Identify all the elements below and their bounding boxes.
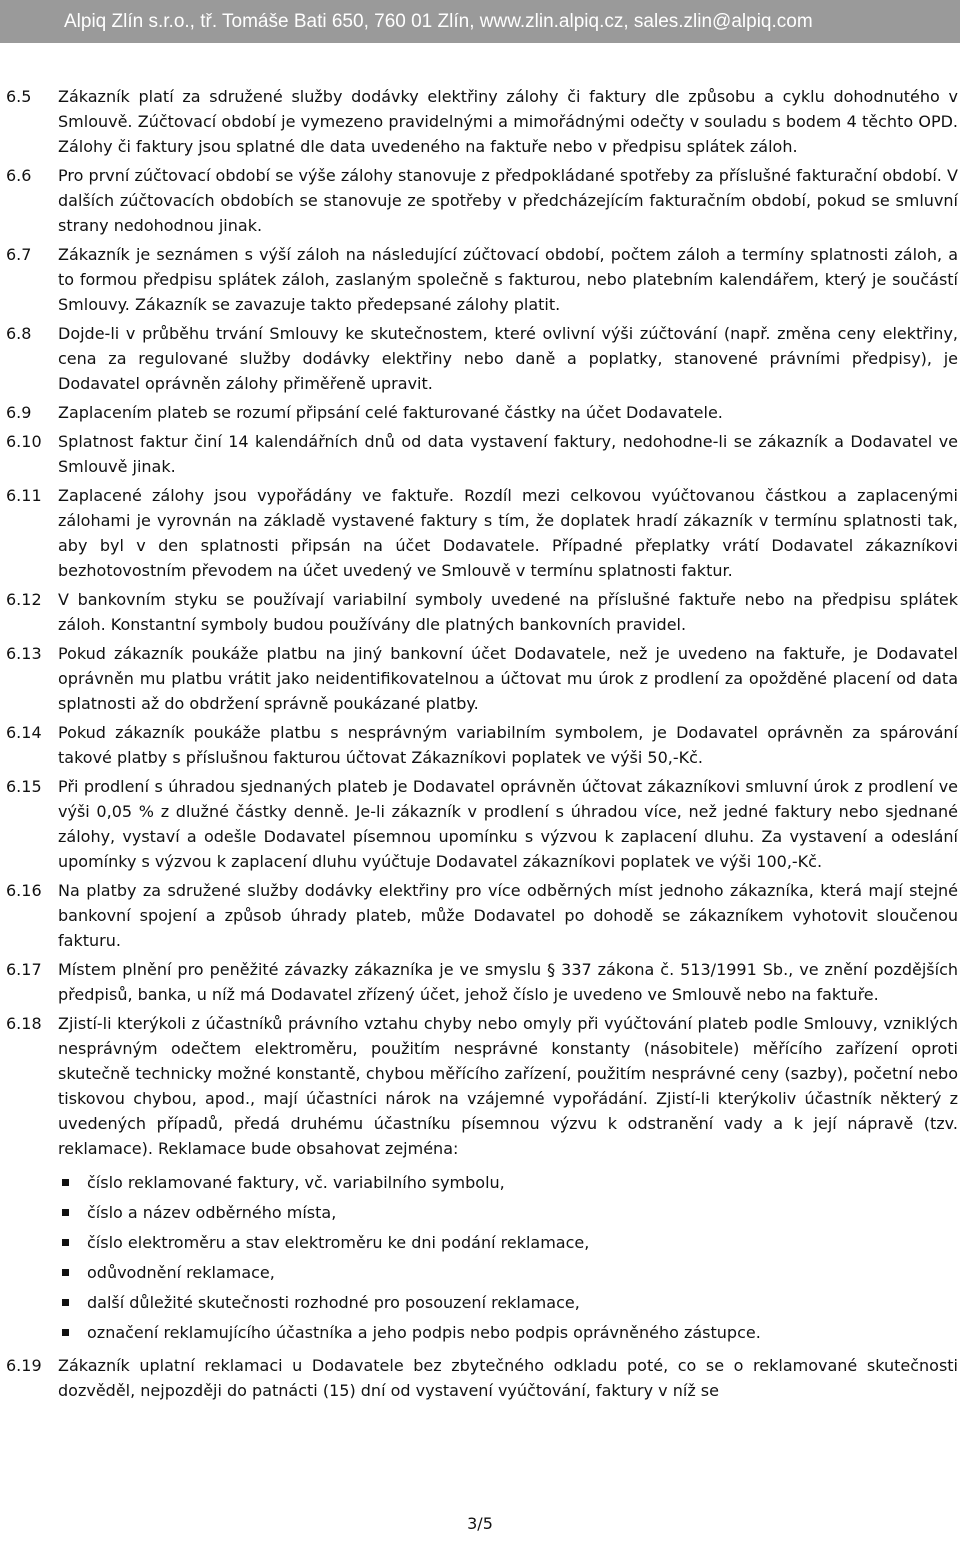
section-text: Pro první zúčtovací období se výše zálohy stanovuje z předpokládané spotřeby za příslušné fakturační období. V dalších zúčtovacích obdobích se stanovuje ze spotřeby v předcházejícím fakturačním období, pokud se smluvní strany nedohodnou jinak. bbox=[58, 166, 958, 235]
section-number: 6.14 bbox=[6, 723, 42, 742]
list-item bbox=[58, 1227, 958, 1257]
square-bullet-icon bbox=[62, 1179, 69, 1186]
section-number: 6.19 bbox=[6, 1356, 42, 1375]
section-6-7 bbox=[6, 242, 958, 317]
section-body bbox=[58, 1011, 958, 1349]
list-item bbox=[58, 1287, 958, 1317]
section-number: 6.16 bbox=[6, 881, 42, 900]
list-item-text: odůvodnění reklamace, bbox=[87, 1262, 275, 1282]
list-item-text: číslo reklamované faktury, vč. variabilního symbolu, bbox=[87, 1172, 505, 1192]
section-6-8 bbox=[6, 321, 958, 396]
square-bullet-icon bbox=[62, 1239, 69, 1246]
section-text: Při prodlení s úhradou sjednaných plateb je Dodavatel oprávněn účtovat zákazníkovi smluvní úrok z prodlení ve výši 0,05 % z dlužné částky denně. Je-li zákazník v prodlení s úhradou více, než jedné faktury nebo sjednané zálohy, vystaví a odešle Dodavatel písemnou upomínku s výzvou k zaplacení dluhu. Za vystavení a odeslání upomínky s výzvou k zaplacení dluhu vyúčtuje Dodavatel zákazníkovi poplatek ve výši 100,-Kč. bbox=[58, 777, 958, 871]
section-6-12 bbox=[6, 587, 958, 637]
square-bullet-icon bbox=[62, 1209, 69, 1216]
section-number: 6.15 bbox=[6, 777, 42, 796]
section-number: 6.6 bbox=[6, 166, 32, 185]
section-6-16 bbox=[6, 878, 958, 953]
section-text: Pokud zákazník poukáže platbu s nesprávným variabilním symbolem, je Dodavatel oprávněn za spárování takové platby s příslušnou fakturou účtovat Zákazníkovi poplatek ve výši 50,-Kč. bbox=[58, 723, 958, 767]
section-6-9 bbox=[6, 400, 958, 425]
section-text: Zjistí-li kterýkoli z účastníků právního vztahu chyby nebo omyly při vyúčtování plateb podle Smlouvy, vzniklých nesprávným odečtem elektroměru, použitím nesprávné konstanty (násobitele) měřícího zařízení oproti skutečně technicky možné konstantě, chybou měřícího zařízení, použitím nesprávné ceny (sazby), početní nebo tiskovou chybou, apod., mají účastníci nárok na vzájemné vypořádání. Zjistí-li kterýkoliv účastník některý z uvedených případů, předá druhému účastníku písemnou výzvu k odstranění vady a k její nápravě (tzv. reklamace). Reklamace bude obsahovat zejména: bbox=[58, 1014, 958, 1158]
page-header: Alpiq Zlín s.r.o., tř. Tomáše Bati 650, 760 01 Zlín, www.zlin.alpiq.cz, sales.zlin@alpiq.com bbox=[0, 0, 960, 43]
section-6-5 bbox=[6, 84, 958, 159]
complaint-requirements-list bbox=[58, 1167, 958, 1347]
list-item bbox=[58, 1257, 958, 1287]
section-text: Na platby za sdružené služby dodávky elektřiny pro více odběrných míst jednoho zákazníka, která mají stejné bankovní spojení a způsob úhrady plateb, může Dodavatel po dohodě se zákazníkem vyhotovit sloučenou fakturu. bbox=[58, 881, 958, 950]
list-item-text: číslo elektroměru a stav elektroměru ke dni podání reklamace, bbox=[87, 1232, 590, 1252]
section-text: Zákazník uplatní reklamaci u Dodavatele bez zbytečného odkladu poté, co se o reklamované skutečnosti dozvěděl, nejpozději do patnácti (15) dní od vystavení vyúčtování, faktury v níž se bbox=[58, 1356, 958, 1400]
section-number: 6.8 bbox=[6, 324, 32, 343]
section-number: 6.9 bbox=[6, 403, 32, 422]
list-item bbox=[58, 1317, 958, 1347]
section-6-10 bbox=[6, 429, 958, 479]
section-number: 6.5 bbox=[6, 87, 32, 106]
section-text: Zákazník platí za sdružené služby dodávky elektřiny zálohy či faktury dle způsobu a cyklu dohodnutého v Smlouvě. Zúčtovací období je vymezeno pravidelnými a mimořádnými odečty v souladu s bodem 4 těchto OPD. Zálohy či faktury jsou splatné dle data uvedeného na faktuře nebo v předpisu splátek záloh. bbox=[58, 87, 958, 156]
section-6-18 bbox=[6, 1011, 958, 1349]
section-6-14 bbox=[6, 720, 958, 770]
section-6-13 bbox=[6, 641, 958, 716]
square-bullet-icon bbox=[62, 1329, 69, 1336]
list-item-text: označení reklamujícího účastníka a jeho podpis nebo podpis oprávněného zástupce. bbox=[87, 1322, 761, 1342]
section-number: 6.12 bbox=[6, 590, 42, 609]
section-6-17 bbox=[6, 957, 958, 1007]
section-6-15 bbox=[6, 774, 958, 874]
list-item-text: další důležité skutečnosti rozhodné pro posouzení reklamace, bbox=[87, 1292, 580, 1312]
section-number: 6.11 bbox=[6, 486, 42, 505]
section-text: Dojde-li v průběhu trvání Smlouvy ke skutečnostem, které ovlivní výši zúčtování (např. změna ceny elektřiny, cena za regulované služby dodávky elektřiny nebo daně a poplatky, stanovené právními předpisy), je Dodavatel oprávněn zálohy přiměřeně upravit. bbox=[58, 324, 958, 393]
page-number: 3/5 bbox=[467, 1514, 493, 1533]
section-6-11 bbox=[6, 483, 958, 583]
section-text: Zaplacené zálohy jsou vypořádány ve faktuře. Rozdíl mezi celkovou vyúčtovanou částkou a zaplacenými zálohami je vyrovnán na základě vystavené faktury s tím, že doplatek hradí zákazník v termínu splatnosti tak, aby byl v den splatnosti připsán na účet Dodavatele. Případné přeplatky vrátí Dodavatel zákazníkovi bezhotovostním převodem na účet uvedený ve Smlouvě v termínu splatnosti faktur. bbox=[58, 486, 958, 580]
section-number: 6.13 bbox=[6, 644, 42, 663]
section-text: Místem plnění pro peněžité závazky zákazníka je ve smyslu § 337 zákona č. 513/1991 Sb., ve znění pozdějších předpisů, banka, u níž má Dodavatel zřízený účet, jehož číslo je uvedeno ve Smlouvě nebo na faktuře. bbox=[58, 960, 958, 1004]
section-number: 6.18 bbox=[6, 1014, 42, 1033]
section-text: Splatnost faktur činí 14 kalendářních dnů od data vystavení faktury, nedohodne-li se zákazník a Dodavatel ve Smlouvě jinak. bbox=[58, 432, 958, 476]
section-text: Pokud zákazník poukáže platbu na jiný bankovní účet Dodavatele, než je uvedeno na faktuře, je Dodavatel oprávněn mu platbu vrátit jako neidentifikovatelnou a účtovat mu úrok z prodlení za opožděné placení od data splatnosti až do obdržení správně poukázané platby. bbox=[58, 644, 958, 713]
document-body bbox=[6, 84, 958, 1407]
square-bullet-icon bbox=[62, 1299, 69, 1306]
section-text: Zákazník je seznámen s výší záloh na následující zúčtovací období, počtem záloh a termíny splatnosti záloh, a to formou předpisu splátek záloh, zaslaným společně s fakturou, nebo platebním kalendářem, který je součástí Smlouvy. Zákazník se zavazuje takto předepsané zálohy platit. bbox=[58, 245, 958, 314]
section-number: 6.17 bbox=[6, 960, 42, 979]
list-item-text: číslo a název odběrného místa, bbox=[87, 1202, 337, 1222]
list-item bbox=[58, 1167, 958, 1197]
square-bullet-icon bbox=[62, 1269, 69, 1276]
section-text: V bankovním styku se používají variabilní symboly uvedené na příslušné faktuře nebo na předpisu splátek záloh. Konstantní symboly budou používány dle platných bankovních pravidel. bbox=[58, 590, 958, 634]
section-text: Zaplacením plateb se rozumí připsání celé fakturované částky na účet Dodavatele. bbox=[58, 403, 723, 422]
section-6-6 bbox=[6, 163, 958, 238]
section-6-19 bbox=[6, 1353, 958, 1403]
list-item bbox=[58, 1197, 958, 1227]
section-number: 6.10 bbox=[6, 432, 42, 451]
section-number: 6.7 bbox=[6, 245, 32, 264]
